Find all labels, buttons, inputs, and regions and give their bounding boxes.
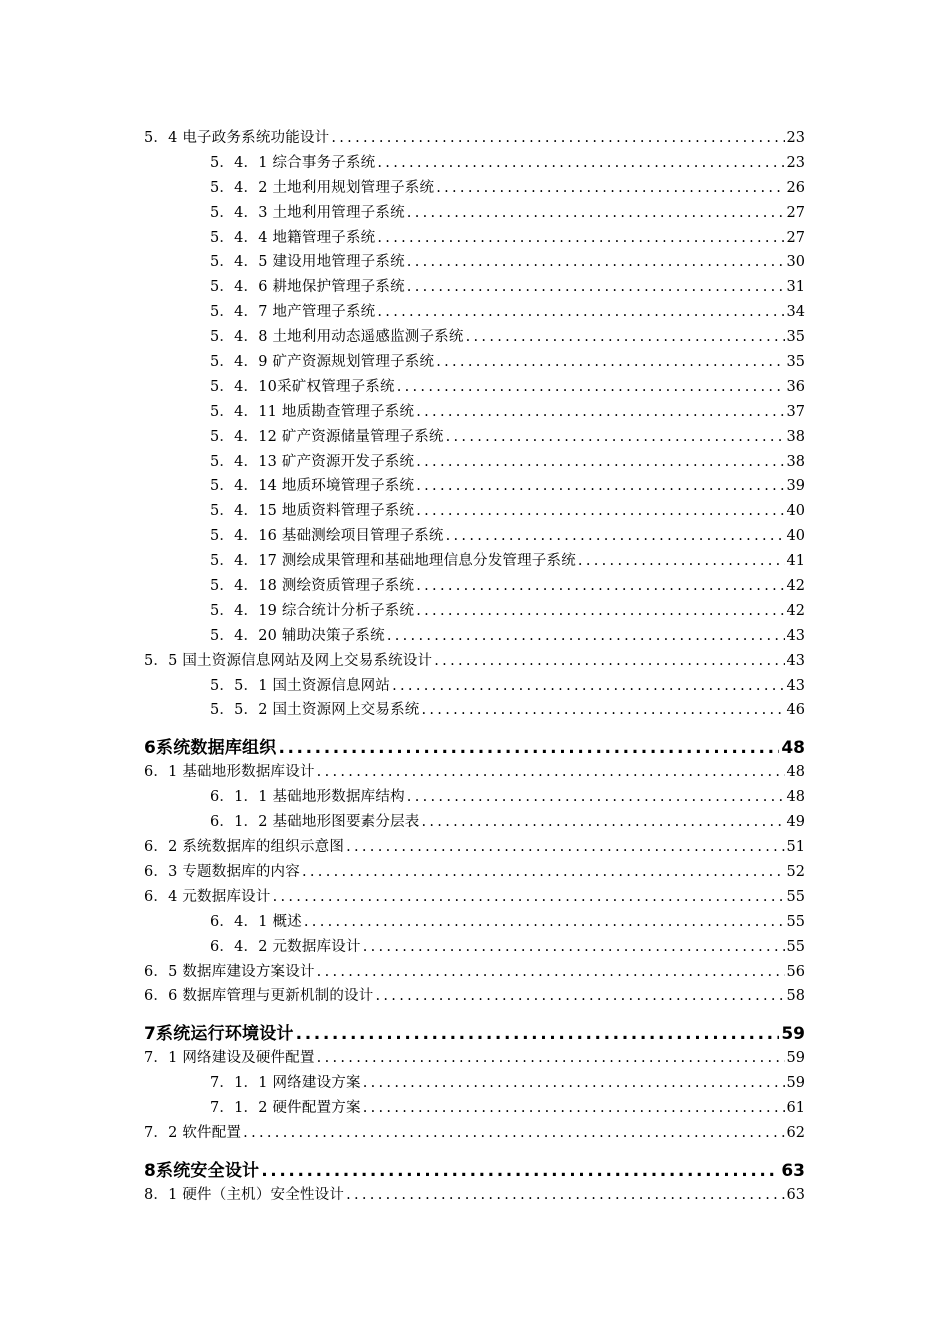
toc-entry-page: 37 (786, 403, 805, 420)
dot-leader (377, 300, 784, 325)
dot-leader (278, 736, 779, 760)
toc-entry-page: 52 (786, 863, 805, 880)
toc-entry-page: 43 (786, 652, 805, 669)
dot-leader (416, 400, 784, 425)
dot-leader (296, 1022, 780, 1046)
toc-entry-title: 6．2 系统数据库的组织示意图 (144, 839, 345, 856)
toc-chapter-title: 6系统数据库组织 (144, 738, 277, 759)
dot-leader (331, 126, 784, 151)
toc-entry-title: 5．4．11 地质勘查管理子系统 (210, 403, 415, 420)
toc-entry-title: 6．3 专题数据库的内容 (144, 863, 300, 880)
dot-leader (363, 935, 785, 960)
toc-entry[interactable] (144, 574, 805, 599)
toc-entry-page: 56 (786, 963, 805, 980)
dot-leader (397, 375, 785, 400)
toc-chapter-page: 48 (781, 738, 805, 759)
table-of-contents (144, 126, 805, 1208)
toc-entry-title: 5．4．7 地产管理子系统 (210, 304, 376, 321)
toc-entry[interactable] (144, 1071, 805, 1096)
toc-entry-page: 35 (786, 354, 805, 371)
toc-entry[interactable] (144, 275, 805, 300)
toc-entry-page: 30 (786, 254, 805, 271)
toc-entry-page: 58 (786, 988, 805, 1005)
toc-entry[interactable] (144, 450, 805, 475)
toc-entry[interactable] (144, 176, 805, 201)
toc-entry[interactable] (144, 474, 805, 499)
toc-entry-page: 39 (786, 478, 805, 495)
dot-leader (416, 599, 784, 624)
dot-leader (317, 960, 785, 985)
toc-entry-title: 6．5 数据库建设方案设计 (144, 963, 315, 980)
toc-entry-title: 5．4．3 土地利用管理子系统 (210, 204, 405, 221)
toc-entry-page: 55 (786, 913, 805, 930)
dot-leader (392, 674, 784, 699)
toc-entry-page: 43 (786, 677, 805, 694)
toc-chapter-entry[interactable] (144, 1022, 805, 1046)
toc-entry[interactable] (144, 810, 805, 835)
dot-leader (363, 1096, 785, 1121)
toc-entry[interactable] (144, 300, 805, 325)
dot-leader (416, 450, 784, 475)
toc-chapter-title: 8系统安全设计 (144, 1160, 260, 1181)
toc-chapter-page: 63 (781, 1160, 805, 1181)
toc-entry-title: 6．1 基础地形数据库设计 (144, 764, 315, 781)
toc-entry-page: 59 (786, 1050, 805, 1067)
dot-leader (416, 499, 784, 524)
dot-leader (434, 649, 784, 674)
toc-entry[interactable] (144, 1096, 805, 1121)
dot-leader (375, 984, 784, 1009)
toc-entry[interactable] (144, 649, 805, 674)
toc-entry-title: 7．1．1 网络建设方案 (210, 1075, 361, 1092)
toc-entry[interactable] (144, 599, 805, 624)
toc-entry[interactable] (144, 425, 805, 450)
toc-entry[interactable] (144, 226, 805, 251)
toc-entry-title: 5．4．18 测绘资质管理子系统 (210, 578, 415, 595)
toc-entry-page: 40 (786, 503, 805, 520)
dot-leader (377, 226, 784, 251)
dot-leader (317, 1046, 785, 1071)
toc-entry-title: 6．1．1 基础地形数据库结构 (210, 789, 405, 806)
toc-entry[interactable] (144, 885, 805, 910)
toc-entry-title: 6．4．2 元数据库设计 (210, 938, 361, 955)
toc-entry-title: 5．4．2 土地利用规划管理子系统 (210, 179, 435, 196)
toc-entry-page: 55 (786, 938, 805, 955)
toc-entry-page: 49 (786, 814, 805, 831)
toc-entry[interactable] (144, 1183, 805, 1208)
dot-leader (346, 835, 784, 860)
toc-entry[interactable] (144, 960, 805, 985)
toc-entry-page: 42 (786, 602, 805, 619)
toc-entry-page: 26 (786, 179, 805, 196)
toc-entry-title: 6．6 数据库管理与更新机制的设计 (144, 988, 374, 1005)
dot-leader (416, 574, 784, 599)
toc-entry-page: 41 (786, 553, 805, 570)
toc-entry-page: 23 (786, 154, 805, 171)
toc-entry[interactable] (144, 151, 805, 176)
toc-entry[interactable] (144, 1046, 805, 1071)
toc-entry[interactable] (144, 698, 805, 723)
toc-chapter-title: 7系统运行环境设计 (144, 1024, 294, 1045)
toc-entry-title: 5．4．12 矿产资源储量管理子系统 (210, 428, 444, 445)
toc-entry[interactable] (144, 325, 805, 350)
toc-entry-page: 62 (786, 1124, 805, 1141)
toc-entry-title: 5．4．9 矿产资源规划管理子系统 (210, 354, 435, 371)
toc-entry-title: 6．1．2 基础地形图要素分层表 (210, 814, 420, 831)
toc-entry-title: 5．4．8 土地利用动态遥感监测子系统 (210, 329, 464, 346)
toc-entry[interactable] (144, 910, 805, 935)
toc-entry[interactable] (144, 935, 805, 960)
toc-entry[interactable] (144, 524, 805, 549)
toc-entry-title: 5．4．5 建设用地管理子系统 (210, 254, 405, 271)
dot-leader (407, 785, 785, 810)
toc-entry-title: 6．4 元数据库设计 (144, 888, 271, 905)
dot-leader (377, 151, 784, 176)
toc-entry-page: 38 (786, 428, 805, 445)
toc-chapter-page: 59 (781, 1024, 805, 1045)
dot-leader (446, 524, 785, 549)
toc-entry[interactable] (144, 549, 805, 574)
dot-leader (261, 1159, 779, 1183)
toc-entry-title: 5．4．17 测绘成果管理和基础地理信息分发管理子系统 (210, 553, 576, 570)
toc-entry-title: 6．4．1 概述 (210, 913, 302, 930)
toc-entry-title: 7．2 软件配置 (144, 1124, 242, 1141)
dot-leader (363, 1071, 785, 1096)
toc-entry-page: 42 (786, 578, 805, 595)
toc-chapter-entry[interactable] (144, 1159, 805, 1183)
toc-entry-title: 5．4．6 耕地保护管理子系统 (210, 279, 405, 296)
dot-leader (317, 760, 785, 785)
toc-entry[interactable] (144, 350, 805, 375)
toc-entry-page: 63 (786, 1186, 805, 1203)
toc-entry-page: 55 (786, 888, 805, 905)
toc-entry-title: 5．4 电子政务系统功能设计 (144, 130, 330, 146)
toc-entry-page: 61 (786, 1100, 805, 1117)
dot-leader (466, 325, 785, 350)
toc-entry-page: 36 (786, 378, 805, 395)
dot-leader (407, 250, 785, 275)
toc-entry[interactable] (144, 499, 805, 524)
toc-entry-page: 40 (786, 528, 805, 545)
toc-entry[interactable] (144, 624, 805, 649)
toc-entry-title: 5．4．1 综合事务子系统 (210, 154, 376, 171)
toc-entry[interactable] (144, 860, 805, 885)
toc-entry-page: 38 (786, 453, 805, 470)
toc-entry-page: 46 (786, 702, 805, 719)
toc-entry[interactable] (144, 984, 805, 1009)
toc-entry-page: 34 (786, 304, 805, 321)
dot-leader (446, 425, 785, 450)
toc-entry-page: 43 (786, 627, 805, 644)
toc-entry[interactable] (144, 400, 805, 425)
toc-entry-title: 5．5．1 国土资源信息网站 (210, 677, 391, 694)
dot-leader (273, 885, 785, 910)
toc-entry-title: 5．4．13 矿产资源开发子系统 (210, 453, 415, 470)
toc-entry-page: 31 (786, 279, 805, 296)
dot-leader (407, 201, 785, 226)
dot-leader (387, 624, 785, 649)
toc-entry-page: 27 (786, 229, 805, 246)
toc-entry[interactable] (144, 835, 805, 860)
toc-entry-title: 5．4．10采矿权管理子系统 (210, 378, 395, 395)
toc-entry-title: 8．1 硬件（主机）安全性设计 (144, 1186, 345, 1203)
toc-entry-page: 48 (786, 789, 805, 806)
toc-entry-page: 59 (786, 1075, 805, 1092)
dot-leader (346, 1183, 784, 1208)
dot-leader (421, 698, 784, 723)
dot-leader (578, 549, 785, 574)
toc-entry-title: 5．4．20 辅助决策子系统 (210, 627, 385, 644)
toc-entry-page: 27 (786, 204, 805, 221)
dot-leader (304, 910, 785, 935)
dot-leader (416, 474, 784, 499)
toc-entry-title: 7．1．2 硬件配置方案 (210, 1100, 361, 1117)
toc-entry-title: 5．5．2 国土资源网上交易系统 (210, 702, 420, 719)
toc-entry-title: 5．4．14 地质环境管理子系统 (210, 478, 415, 495)
toc-entry-title: 5．5 国土资源信息网站及网上交易系统设计 (144, 652, 433, 669)
toc-entry[interactable] (144, 375, 805, 400)
toc-entry[interactable] (144, 785, 805, 810)
dot-leader (302, 860, 785, 885)
toc-entry[interactable] (144, 760, 805, 785)
toc-entry-title: 5．4．19 综合统计分析子系统 (210, 602, 415, 619)
toc-entry[interactable] (144, 250, 805, 275)
dot-leader (243, 1121, 784, 1146)
dot-leader (436, 176, 784, 201)
toc-entry-page: 35 (786, 329, 805, 346)
dot-leader (421, 810, 784, 835)
toc-entry-page: 51 (786, 839, 805, 856)
toc-entry[interactable] (144, 126, 805, 151)
toc-entry-title: 7．1 网络建设及硬件配置 (144, 1050, 315, 1067)
toc-entry[interactable] (144, 674, 805, 699)
toc-chapter-entry[interactable] (144, 736, 805, 760)
toc-entry-title: 5．4．4 地籍管理子系统 (210, 229, 376, 246)
toc-entry[interactable] (144, 1121, 805, 1146)
toc-entry[interactable] (144, 201, 805, 226)
dot-leader (407, 275, 785, 300)
toc-entry-title: 5．4．16 基础测绘项目管理子系统 (210, 528, 444, 545)
toc-entry-page: 23 (786, 130, 805, 146)
dot-leader (436, 350, 784, 375)
toc-entry-title: 5．4．15 地质资料管理子系统 (210, 503, 415, 520)
toc-entry-page: 48 (786, 764, 805, 781)
